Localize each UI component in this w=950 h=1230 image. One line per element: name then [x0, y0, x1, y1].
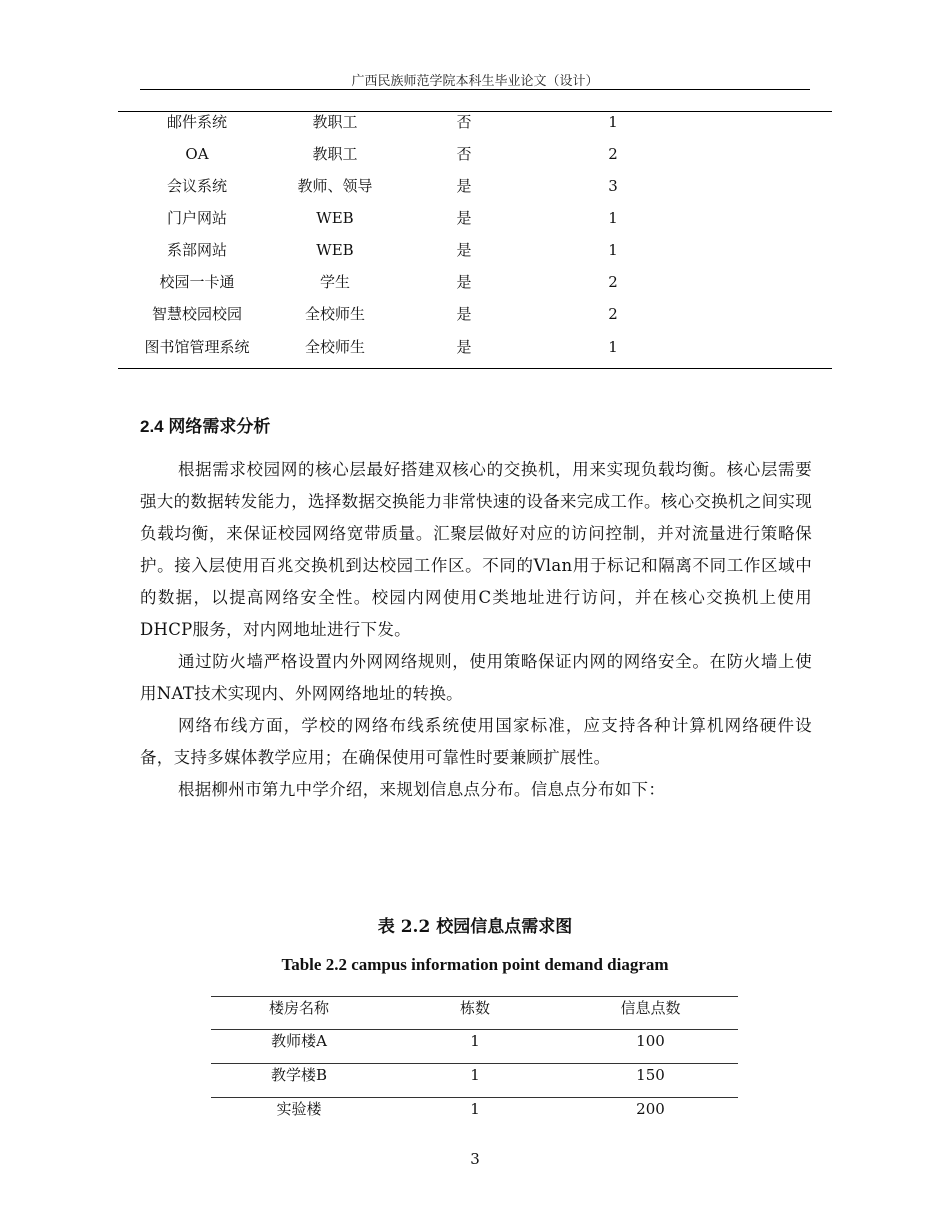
- table-cell: 2: [608, 145, 618, 163]
- table-cell: 1: [608, 338, 618, 356]
- table-header-cell: 楼房名称: [268, 999, 329, 1017]
- table-cell: 否: [456, 145, 472, 163]
- table-cell: 1: [470, 1032, 480, 1050]
- table-caption-english: Table 2.2 campus information point demand diagram: [281, 955, 669, 974]
- table-cell: 1: [470, 1100, 480, 1118]
- table-cell: 是: [456, 338, 472, 356]
- table-cell: 教师、领导: [297, 177, 373, 195]
- table-row: [118, 303, 832, 335]
- paragraph: 根据需求校园网的核心层最好搭建双核心的交换机，用来实现负载均衡。核心层需要强大的数据转发能力，选择数据交换能力非常快速的设备来完成工作。核心交换机之间实现负载均衡，来保证校园网络宽带质量。汇聚层做好对应的访问控制，并对流量进行策略保护。接入层使用百兆交换机到达校园工作区。不同的Vlan用于标记和隔离不同工作区域中的数据，以提高网络安全性。校园内网使用C类地址进行访问，并在核心交换机上使用DHCP服务，对内网地址进行下发。: [140, 460, 812, 639]
- table-row: [211, 1030, 738, 1052]
- page-number: 3: [470, 1150, 480, 1168]
- table-caption-chinese: 表 2.2 校园信息点需求图: [377, 917, 573, 937]
- table-cell: 实验楼: [276, 1100, 322, 1118]
- table-row: [118, 239, 832, 271]
- table-cell: 1: [608, 209, 618, 227]
- table-cell: 1: [470, 1066, 480, 1084]
- table-cell: OA: [185, 145, 209, 163]
- running-header: 广西民族师范学院本科生毕业论文（设计）: [351, 74, 599, 89]
- table-cell: WEB: [316, 241, 354, 259]
- table-cell: 是: [456, 305, 472, 323]
- table-cell: 100: [636, 1032, 665, 1050]
- table-cell: 150: [636, 1066, 665, 1084]
- paragraph: 通过防火墙严格设置内外网网络规则，使用策略保证内网的网络安全。在防火墙上使用NAT技术实现内、外网网络地址的转换。: [140, 652, 812, 703]
- table-row: [118, 336, 832, 368]
- table-row: [118, 271, 832, 303]
- table-cell: 教职工: [312, 145, 358, 163]
- paragraph: 网络布线方面，学校的网络布线系统使用国家标准，应支持各种计算机网络硬件设备，支持多媒体教学应用；在确保使用可靠性时要兼顾扩展性。: [140, 716, 812, 767]
- table-row: [118, 207, 832, 239]
- table-cell: 系部网站: [166, 241, 227, 259]
- table-cell: 3: [608, 177, 618, 195]
- table-cell: 图书馆管理系统: [144, 338, 250, 356]
- table-cell: WEB: [316, 209, 354, 227]
- table-cell: 1: [608, 241, 618, 259]
- table-cell: 教职工: [312, 113, 358, 131]
- table-cell: 智慧校园校园: [151, 305, 242, 323]
- table-row: [118, 111, 832, 143]
- table-cell: 2: [608, 305, 618, 323]
- table-cell: 全校师生: [304, 305, 365, 323]
- table-row: [211, 1064, 738, 1086]
- table-cell: 否: [456, 113, 472, 131]
- table-row: [211, 1098, 738, 1120]
- table-cell: 全校师生: [304, 338, 365, 356]
- table-cell: 1: [608, 113, 618, 131]
- table-cell: 门户网站: [166, 209, 227, 227]
- table-cell: 200: [636, 1100, 665, 1118]
- table-header-cell: 信息点数: [620, 999, 681, 1017]
- table-cell: 邮件系统: [166, 113, 227, 131]
- table-cell: 是: [456, 273, 472, 291]
- table-header-row: [211, 997, 738, 1019]
- table-cell: 教师楼A: [271, 1032, 327, 1050]
- table-cell: 是: [456, 209, 472, 227]
- table-row: [118, 175, 832, 207]
- table-cell: 会议系统: [166, 177, 227, 195]
- section-heading: 2.4 网络需求分析: [140, 417, 271, 436]
- header-rule: [140, 89, 810, 90]
- table-cell: 学生: [319, 273, 350, 291]
- body-text: [140, 454, 812, 806]
- table-row: [118, 143, 832, 175]
- table-cell: 教学楼B: [270, 1066, 328, 1084]
- table-header-cell: 栋数: [459, 999, 490, 1017]
- table-bottom-rule: [118, 368, 832, 369]
- table-cell: 是: [456, 177, 472, 195]
- table-cell: 2: [608, 273, 618, 291]
- table-cell: 校园一卡通: [159, 273, 235, 291]
- paragraph: 根据柳州市第九中学介绍，来规划信息点分布。信息点分布如下：: [177, 780, 666, 799]
- table-cell: 是: [456, 241, 472, 259]
